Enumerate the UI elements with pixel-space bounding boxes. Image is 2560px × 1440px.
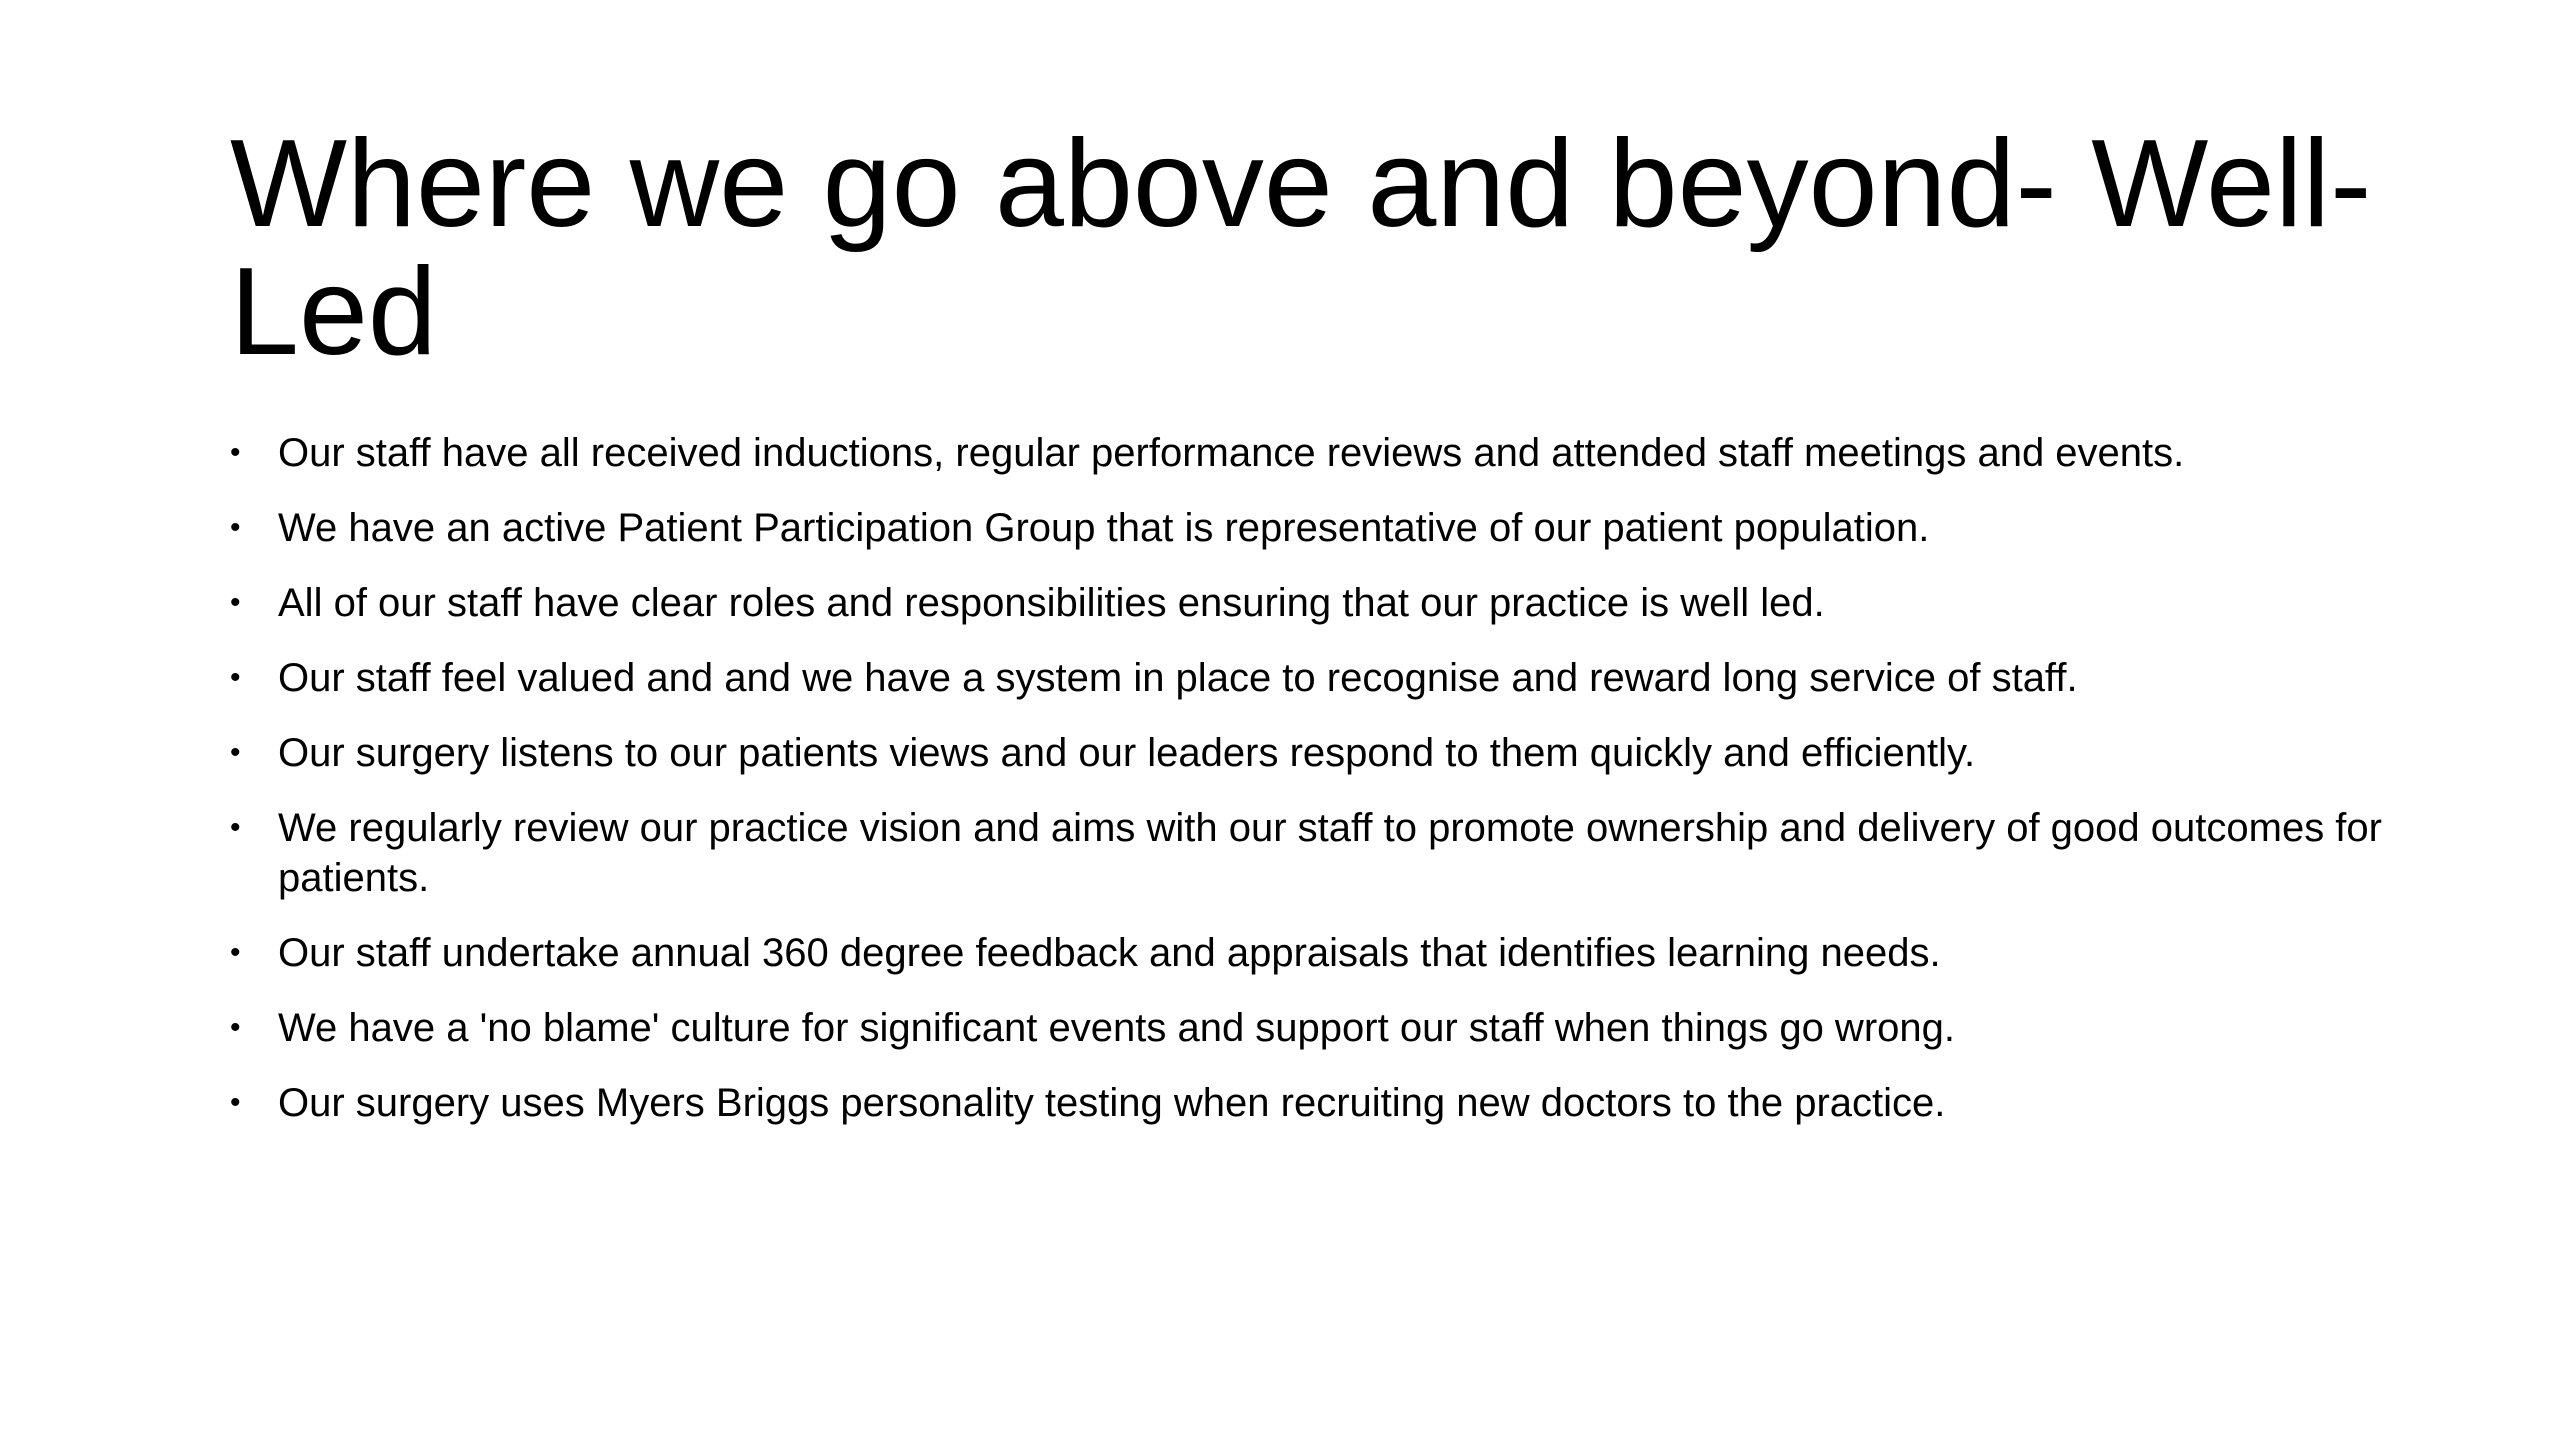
- bullet-icon: •: [230, 586, 241, 619]
- bullet-text: We have a 'no blame' culture for significant events and support our staff when things go wrong.: [278, 1006, 1955, 1050]
- bullet-text: Our staff undertake annual 360 degree feedback and appraisals that identifies learning needs.: [278, 931, 1941, 975]
- bullet-icon: •: [230, 736, 241, 769]
- list-item: [230, 1078, 2430, 1128]
- bullet-text: Our surgery uses Myers Briggs personality testing when recruiting new doctors to the practice.: [278, 1081, 1946, 1125]
- bullet-text: All of our staff have clear roles and responsibilities ensuring that our practice is well led.: [278, 581, 1825, 625]
- bullet-icon: •: [230, 511, 241, 544]
- list-item: [230, 928, 2430, 978]
- list-item: [230, 728, 2430, 778]
- bullet-icon: •: [230, 661, 241, 694]
- list-item: [230, 503, 2430, 553]
- bullet-text: We have an active Patient Participation Group that is representative of our patient population.: [278, 506, 1930, 550]
- list-item: [230, 1003, 2430, 1053]
- bullet-icon: •: [230, 936, 241, 969]
- list-item: [230, 428, 2430, 478]
- bullet-text: Our surgery listens to our patients views and our leaders respond to them quickly and efficiently.: [278, 731, 1976, 775]
- bullet-icon: •: [230, 1011, 241, 1044]
- bullet-icon: •: [230, 436, 241, 469]
- slide-title: Where we go above and beyond- Well-Led: [230, 115, 2372, 381]
- list-item: [230, 653, 2430, 703]
- bullet-list: [230, 428, 2430, 1153]
- bullet-text: Our staff feel valued and and we have a system in place to recognise and reward long service of staff.: [278, 656, 2078, 700]
- bullet-text: Our staff have all received inductions, regular performance reviews and attended staff meetings and events.: [278, 431, 2185, 475]
- bullet-icon: •: [230, 811, 241, 844]
- list-item: [230, 803, 2430, 903]
- list-item: [230, 578, 2430, 628]
- bullet-icon: •: [230, 1086, 241, 1119]
- bullet-text: We regularly review our practice vision and aims with our staff to promote ownership and delivery of good outcomes for patients.: [278, 806, 2382, 900]
